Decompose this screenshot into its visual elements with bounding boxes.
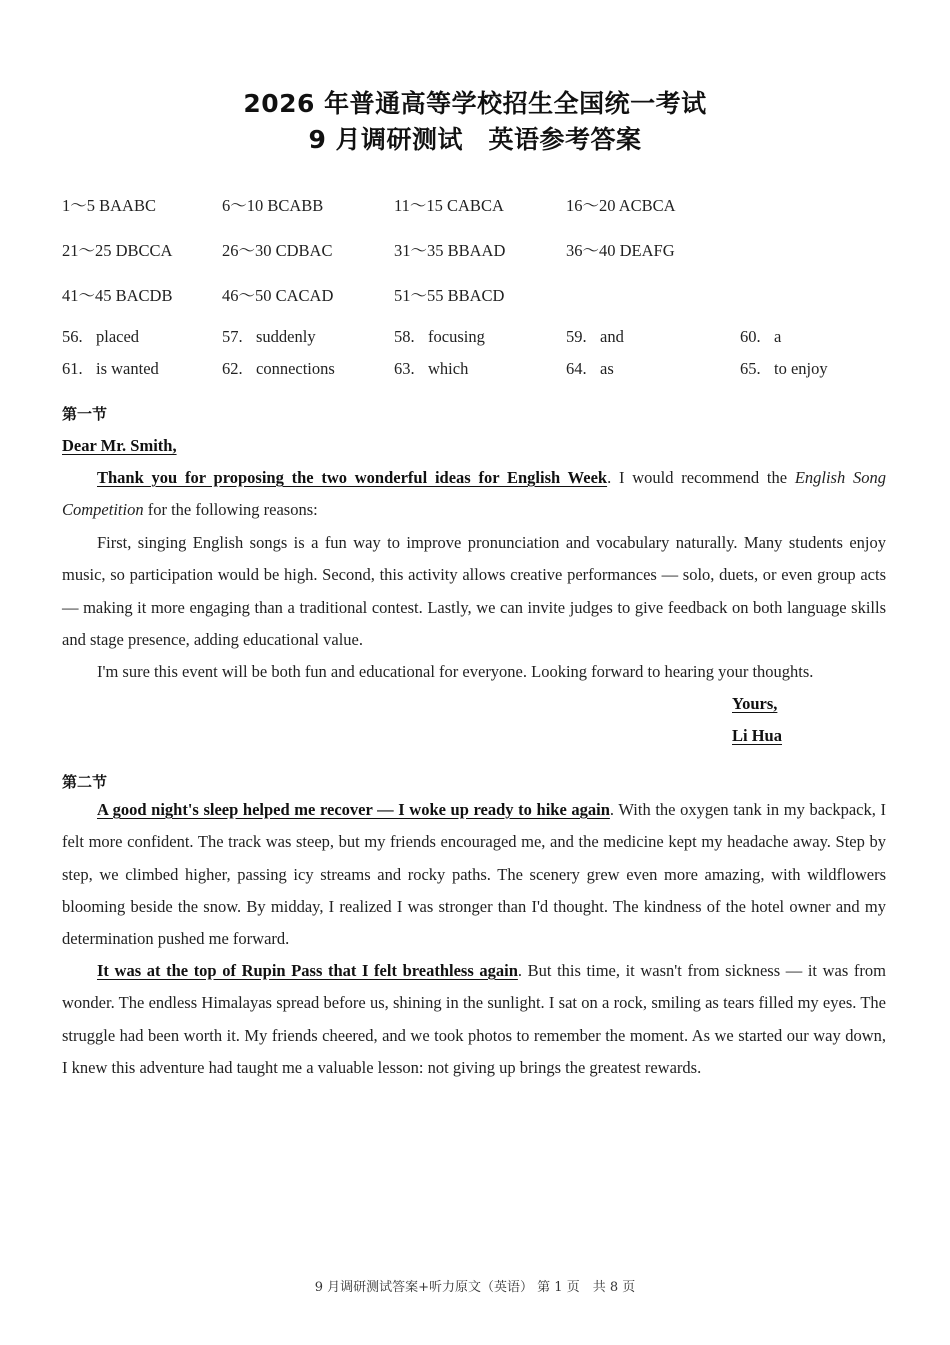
letter-paragraph: Thank you for proposing the two wonderful ideas for English Week. I would recommend the English Song Competition for the following reasons: <box>62 468 886 520</box>
story-paragraph: It was at the top of Rupin Pass that I felt breathless again. But this time, it wasn't from sickness — it was from wonder. The endless Himalayas spread before us, shining in the sunlight. I sat on a rock, smiling as tears filled my eyes. The struggle had been worth it. My friends cheered, and we took photos to remember the moment. As we started our way down, I knew this adventure had taught me a valuable lesson: not giving up brings the greatest rewards. <box>62 961 886 1077</box>
answer-group: 36～40 DEAFG <box>566 241 675 260</box>
answer-group: 46～50 CACAD <box>222 286 334 305</box>
answer-group: 26～30 CDBAC <box>222 241 333 260</box>
underlined-sentence: A good night's sleep helped me recover — I woke up ready to hike again <box>97 800 610 819</box>
answer-group: 16～20 ACBCA <box>566 196 676 215</box>
letter-salutation: Dear Mr. Smith, <box>62 436 177 455</box>
answer-group: 1～5 BAABC <box>62 196 156 215</box>
underlined-sentence: Thank you for proposing the two wonderful ideas for English Week <box>97 468 608 487</box>
story-paragraph: A good night's sleep helped me recover — I woke up ready to hike again. With the oxygen tank in my backpack, I felt more confident. The track was steep, but my friends encouraged me, and the medicine kept my headache away. Step by step, we climbed higher, passing icy streams and rocky paths. The scenery grew even more amazing, with wildflowers blooming beside the snow. By midday, I realized I was stronger than I'd thought. The kindness of the hotel owner and my determination pushed me forward. <box>62 800 886 949</box>
letter-paragraph: I'm sure this event will be both fun and educational for everyone. Looking forward to hearing your thoughts. <box>97 662 814 681</box>
blank-answer: 63. which <box>394 359 469 378</box>
section-heading: 第二节 <box>62 773 108 791</box>
section-heading: 第一节 <box>62 405 108 423</box>
page-footer: 9 月调研测试答案+听力原文（英语） 第 1 页 共 8 页 <box>314 1280 636 1295</box>
letter-paragraph: First, singing English songs is a fun way to improve pronunciation and vocabulary naturally. Many students enjoy music, so participation would be high. Second, this activity allows creative performances — solo, duets, or even group acts — making it more engaging than a traditional contest. Lastly, we can invite judges to give feedback on both language skills and stage presence, adding educational value. <box>62 533 886 649</box>
blank-answer: 59. and <box>566 327 624 346</box>
answer-group: 11～15 CABCA <box>394 196 504 215</box>
answer-group: 31～35 BBAAD <box>394 241 506 260</box>
letter-closing: Yours, <box>732 694 778 713</box>
blank-answer: 62. connections <box>222 359 335 378</box>
blank-answer: 64. as <box>566 359 614 378</box>
letter-signature: Li Hua <box>732 726 782 745</box>
blank-answer: 61. is wanted <box>62 359 159 378</box>
blank-answer: 56. placed <box>62 327 140 346</box>
exam-subtitle: 9 月调研测试 英语参考答案 <box>308 125 642 154</box>
blank-answer: 60. a <box>740 327 782 346</box>
underlined-sentence: It was at the top of Rupin Pass that I felt breathless again <box>97 961 518 980</box>
answer-group: 51～55 BBACD <box>394 286 505 305</box>
blank-answer: 65. to enjoy <box>740 359 828 378</box>
answer-group: 41～45 BACDB <box>62 286 173 305</box>
answer-group: 21～25 DBCCA <box>62 241 173 260</box>
blank-answer: 58. focusing <box>394 327 485 346</box>
exam-title: 2026 年普通高等学校招生全国统一考试 <box>243 89 707 118</box>
answer-group: 6～10 BCABB <box>222 196 324 215</box>
blank-answer: 57. suddenly <box>222 327 316 346</box>
